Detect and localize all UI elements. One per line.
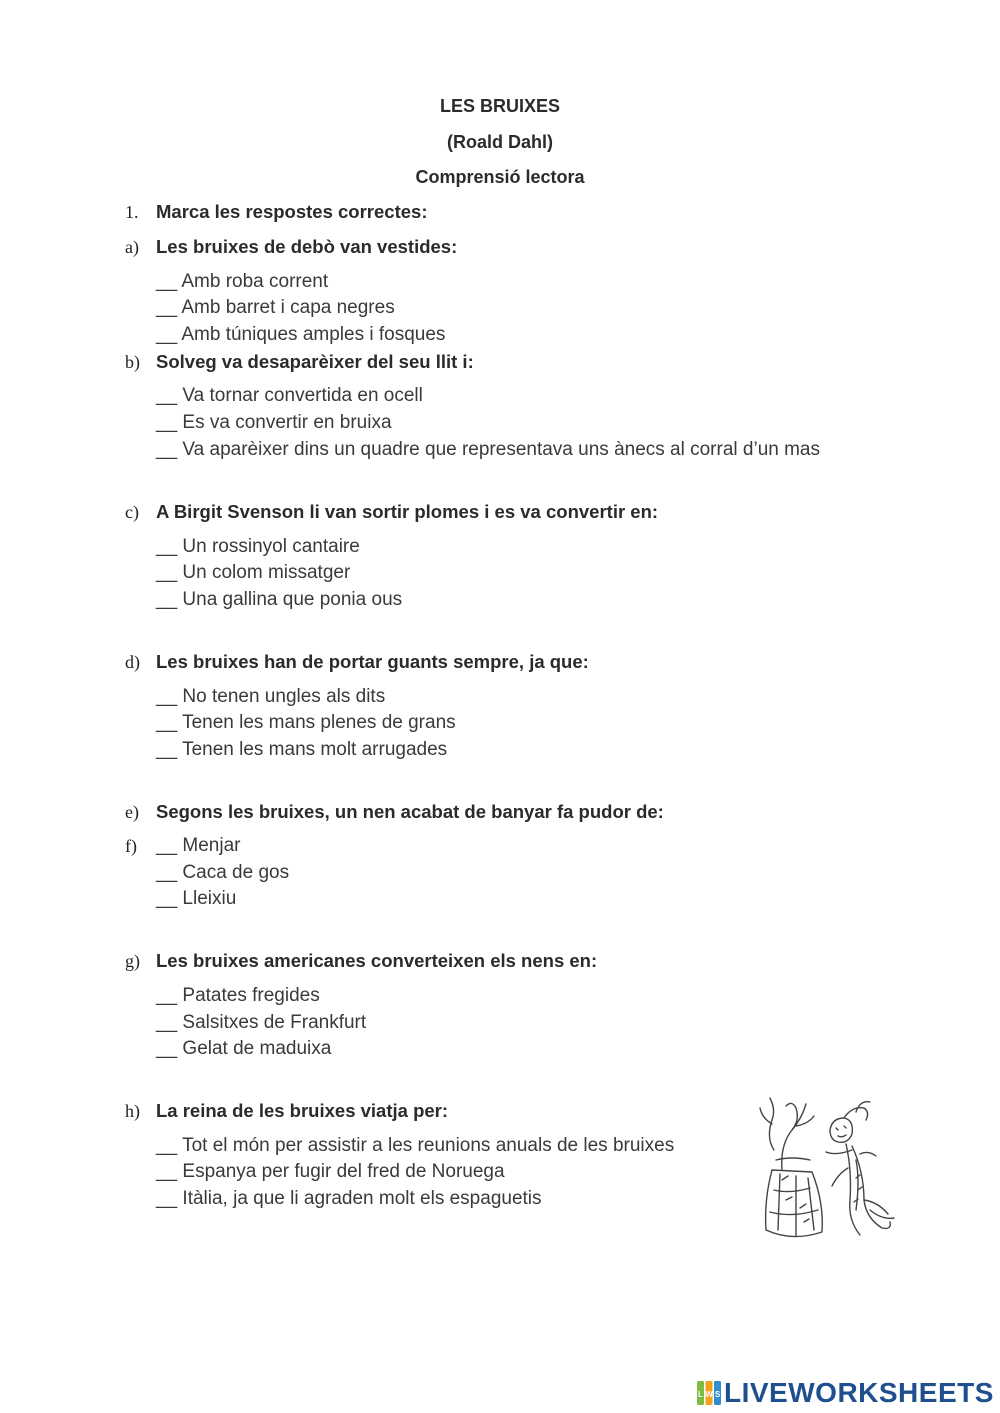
option-b-1[interactable]: __ Va tornar convertida en ocell [156,385,423,406]
instruction-text: Marca les respostes correctes: [156,201,428,222]
option-e-2[interactable]: __ Caca de gos [156,862,290,883]
option-a-3[interactable]: __ Amb túniques amples i fosques [156,324,446,345]
option-g-3[interactable]: __ Gelat de maduixa [156,1038,332,1059]
option-a-1[interactable]: __ Amb roba corrent [156,271,329,292]
question-text: Les bruixes americanes converteixen els nens en: [156,950,598,971]
option-g-2[interactable]: __ Salsitxes de Frankfurt [156,1012,367,1033]
question-marker: h) [125,1101,140,1121]
brand-name: LIVEWORKSHEETS [724,1377,994,1408]
question-text: Solveg va desaparèixer del seu llit i: [156,351,474,372]
liveworksheets-brand[interactable] [696,1376,994,1410]
option-h-1[interactable]: __ Tot el món per assistir a les reunions anuals de les bruixes [156,1135,675,1156]
question-text: La reina de les bruixes viatja per: [156,1100,449,1121]
svg-text:L: L [698,1390,703,1399]
question-h [125,1100,448,1122]
question-c [125,501,658,523]
liveworksheets-logo-icon [696,1380,722,1406]
question-marker: c) [125,502,139,522]
option-b-3[interactable]: __ Va aparèixer dins un quadre que representava uns ànecs al corral d’un mas [156,439,820,460]
question-a [125,236,457,258]
option-c-1[interactable]: __ Un rossinyol cantaire [156,536,360,557]
option-g-1[interactable]: __ Patates fregides [156,985,320,1006]
page-title: LES BRUIXES [439,96,561,116]
option-c-3[interactable]: __ Una gallina que ponia ous [156,589,403,610]
instruction [125,201,427,223]
author-line: (Roald Dahl) [447,132,553,152]
question-text: A Birgit Svenson li van sortir plomes i es va convertir en: [156,501,659,522]
option-h-3[interactable]: __ Itàlia, ja que li agraden molt els espaguetis [156,1188,542,1209]
question-marker: g) [125,951,140,971]
svg-text:W: W [705,1390,713,1399]
instruction-number: 1. [125,202,139,222]
page-subtitle: Comprensió lectora [415,167,585,187]
question-d [125,651,589,673]
question-e [125,801,664,823]
option-e-3[interactable]: __ Lleixiu [156,888,237,909]
question-text: Les bruixes de debò van vestides: [156,236,458,257]
option-e-1[interactable]: __ Menjar [156,835,241,856]
question-text: Segons les bruixes, un nen acabat de banyar fa pudor de: [156,801,664,822]
option-h-2[interactable]: __ Espanya per fugir del fred de Noruega [156,1161,505,1182]
question-marker: d) [125,652,140,672]
option-list-marker: f) [125,836,137,856]
question-text: Les bruixes han de portar guants sempre, ja que: [156,651,589,672]
question-b [125,351,474,373]
option-d-3[interactable]: __ Tenen les mans molt arrugades [156,739,448,760]
svg-text:S: S [714,1390,721,1399]
question-g [125,950,597,972]
option-c-2[interactable]: __ Un colom missatger [156,562,351,583]
option-d-2[interactable]: __ Tenen les mans plenes de grans [156,712,456,733]
option-b-2[interactable]: __ Es va convertir en bruixa [156,412,392,433]
witches-drawing-icon [752,1090,902,1245]
question-marker: e) [125,802,139,822]
question-marker: b) [125,352,140,372]
option-d-1[interactable]: __ No tenen ungles als dits [156,686,386,707]
question-marker: a) [125,237,139,257]
option-a-2[interactable]: __ Amb barret i capa negres [156,297,395,318]
